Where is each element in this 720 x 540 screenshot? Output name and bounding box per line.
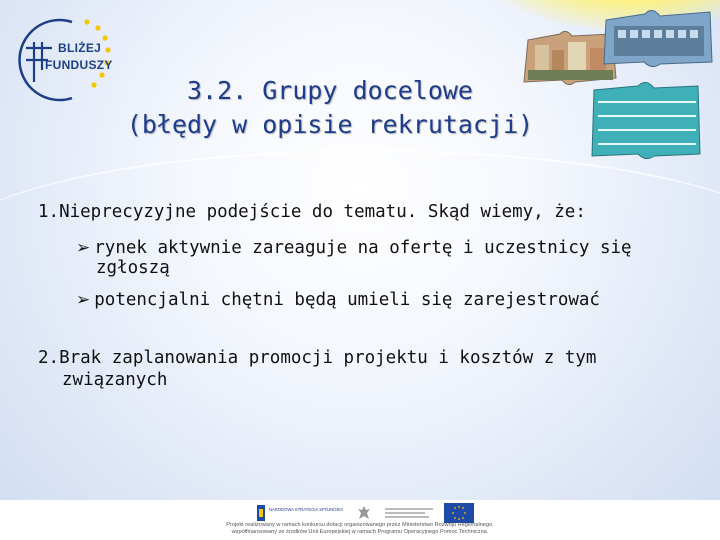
bullet-1-line-1 (76, 238, 632, 259)
bullet-1-text: rynek aktywnie zareaguje na ofertę i uczestnicy się (94, 238, 632, 258)
footer-text-line-1: Projekt realizowany w ramach konkursu dotacji organizowanego przez Ministerstwo Rozwoju Regionalnego, (226, 522, 494, 528)
footer-text (0, 522, 720, 536)
puzzle-piece-building (600, 6, 715, 68)
slide-title (110, 74, 550, 142)
eu-flag-icon (444, 503, 474, 523)
list-item-2-line-2: związanych (62, 370, 168, 390)
list-item-2-line-1: 2.Brak zaplanowania promocji projektu i kosztów z tym (38, 348, 597, 368)
arrow-bullet-icon: ➢ (76, 290, 91, 310)
puzzle-piece-pool (588, 80, 703, 160)
bullet-1-line-2: zgłoszą (96, 258, 170, 278)
nss-logo (255, 503, 345, 523)
title-line-2: (błędy w opisie rekrutacji) (126, 110, 534, 139)
logo-text-line2: FUNDUSZY (45, 58, 113, 72)
footer-text-line-2: współfinansowany ze środków Unii Europejskiej w ramach Programu Operacyjnego Pomoc Techniczna. (231, 529, 489, 535)
bullet-2-text: potencjalni chętni będą umieli się zarejestrować (94, 290, 600, 310)
nss-label: NARODOWA STRATEGIA SPÓJNOŚCI (269, 507, 344, 512)
list-item-1: 1.Nieprecyzyjne podejście do tematu. Skąd wiemy, że: (38, 202, 586, 222)
eu-text-logo (385, 506, 435, 520)
bullet-2-line-1 (76, 290, 600, 311)
polish-eagle-icon (356, 505, 372, 522)
title-line-1: 3.2. Grupy docelowe (187, 76, 473, 105)
logo-text-line1: BLIŻEJ (58, 41, 102, 55)
arrow-bullet-icon: ➢ (76, 238, 91, 258)
